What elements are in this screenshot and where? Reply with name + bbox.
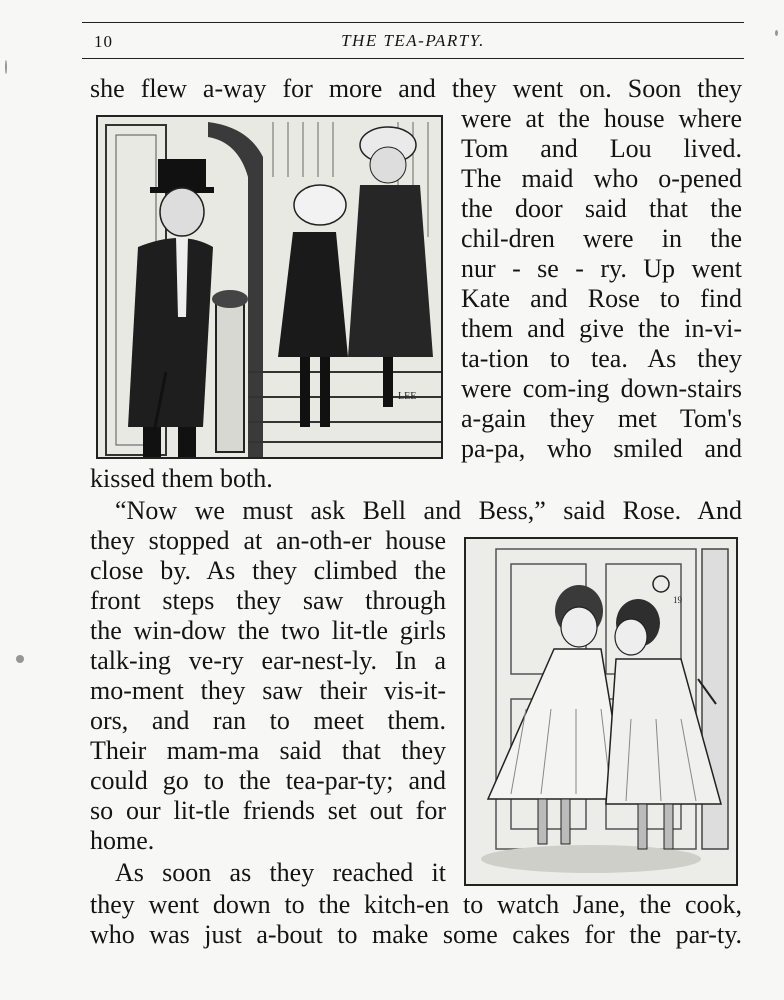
text-line-6: chil-dren were in the — [461, 224, 742, 253]
text-line-22: ors, and ran to meet them. — [90, 706, 446, 735]
text-line-2: were at the house where — [461, 104, 742, 133]
text-line-23: Their mam-ma said that they — [90, 736, 446, 765]
text-line-19: the win-dow the two lit-tle girls — [90, 616, 446, 645]
text-line-13: pa-pa, who smiled and — [461, 434, 742, 463]
illustration-two-girls-whispering — [464, 537, 738, 886]
text-line-5: the door said that the — [461, 194, 742, 223]
text-line-1: she flew a-way for more and they went on. Soon they — [90, 74, 742, 103]
text-line-20: talk-ing ve-ry ear-nest-ly. In a — [90, 646, 446, 675]
text-line-18: front steps they saw through — [90, 586, 446, 615]
text-line-26: home. — [90, 826, 155, 855]
text-line-27: As soon as they reached it — [115, 858, 446, 887]
header-rule-top — [82, 22, 744, 23]
text-line-11: were com-ing down-stairs — [461, 374, 742, 403]
door-number: 19 — [673, 595, 682, 605]
text-line-8: Kate and Rose to find — [461, 284, 742, 313]
text-line-16: they stopped at an-oth-er house — [90, 526, 446, 555]
text-line-4: The maid who o-pened — [461, 164, 742, 193]
text-line-21: mo-ment they saw their vis-it- — [90, 676, 446, 705]
text-line-12: a-gain they met Tom's — [461, 404, 742, 433]
text-line-3: Tom and Lou lived. — [461, 134, 742, 163]
text-line-17: close by. As they climbed the — [90, 556, 446, 585]
text-line-28: they went down to the kitch-en to watch Jane, the cook, — [90, 890, 742, 919]
header-rule-bottom — [82, 58, 744, 59]
scan-speck — [775, 30, 778, 36]
scan-speck — [16, 655, 24, 663]
illustration-gentleman-on-stairs — [96, 115, 443, 459]
text-line-24: could go to the tea-par-ty; and — [90, 766, 446, 795]
text-line-7: nur - se - ry. Up went — [461, 254, 742, 283]
text-line-29: who was just a-bout to make some cakes for the par-ty. — [90, 920, 742, 949]
text-line-25: so our lit-tle friends set out for — [90, 796, 446, 825]
page-number: 10 — [94, 32, 113, 51]
text-line-9: them and give the in-vi- — [461, 314, 742, 343]
text-line-10: ta-tion to tea. As they — [461, 344, 742, 373]
scan-speck — [5, 60, 7, 74]
illustration-signature: LEE — [398, 391, 417, 402]
text-line-15: “Now we must ask Bell and Bess,” said Rose. And — [115, 496, 742, 525]
running-title: THE TEA-PARTY. — [341, 31, 485, 50]
text-line-14: kissed them both. — [90, 464, 273, 493]
